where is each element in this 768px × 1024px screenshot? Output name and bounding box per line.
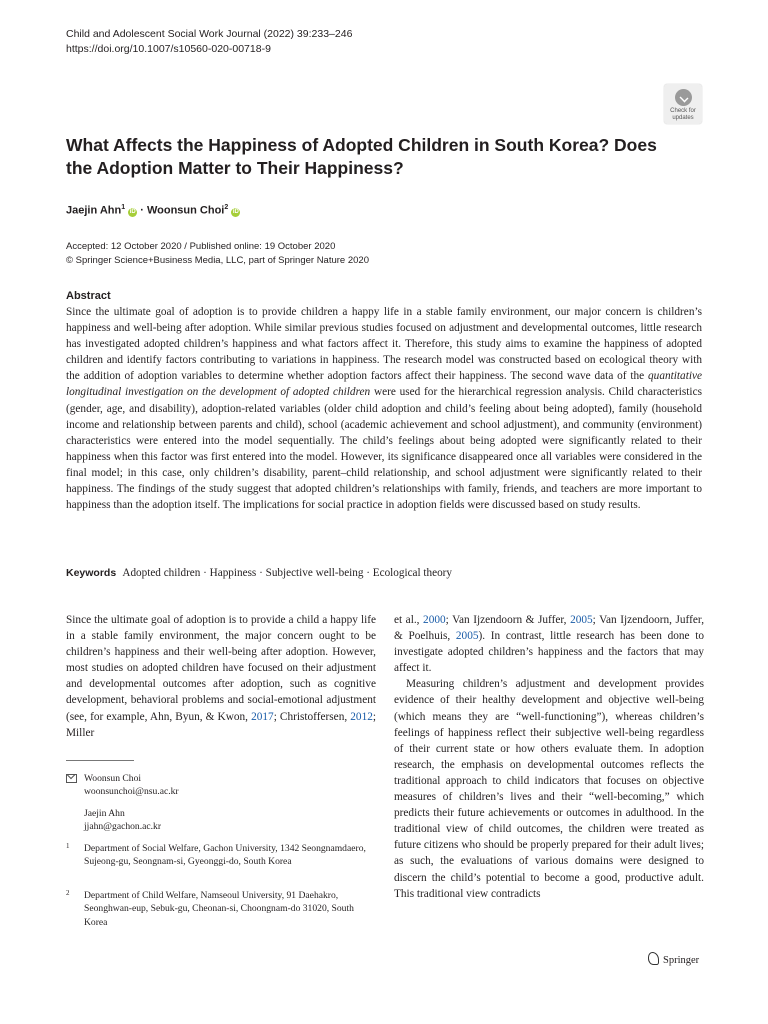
orcid-icon[interactable]: iD — [129, 208, 136, 215]
footnote-divider — [66, 760, 134, 761]
email-link[interactable]: woonsunchoi@nsu.ac.kr — [84, 786, 179, 798]
email-icon — [66, 774, 77, 783]
journal-citation: Child and Adolescent Social Work Journal (2022) 39:233–246 — [66, 28, 353, 40]
springer-horse-icon — [648, 952, 659, 965]
citation-link[interactable]: 2005 — [570, 614, 593, 626]
keywords-heading: Keywords — [66, 567, 117, 579]
doi-link[interactable]: https://doi.org/10.1007/s10560-020-00718-9 — [66, 43, 271, 55]
check-for-updates-badge[interactable]: Check for updates — [664, 84, 702, 124]
affiliation: 2 Department of Child Welfare, Namseoul University, 91 Daehakro, Seonghwan-eup, Sebuk-gu, Cheonan-si, Choongnam-do 31020, South Korea — [66, 889, 354, 928]
keywords-list: Adopted children · Happiness · Subjective well-being · Ecological theory — [122, 567, 452, 579]
publication-dates: Accepted: 12 October 2020 / Published online: 19 October 2020 © Springer Science+Business Media, LLC, part of Springer Nature 2020 — [66, 241, 369, 266]
body-left-column: Since the ultimate goal of adoption is to provide a child a happy life in a stable family environment, the major concern ought to be children’s happiness and their well-being after adoption. However, most studies on adopted children have focused on their adjustment and developmental outcomes after adoption, such as cognitive development, behavioral problems and social-emotional adjustment (see, for example, Ahn, Byun, & Kwon, 2017; Christoffersen, 2012; Miller — [66, 614, 376, 739]
article-title: What Affects the Happiness of Adopted Children in South Korea? Does the Adoption Matter to Their Happiness? — [66, 135, 657, 178]
publisher-logo: Springer — [648, 952, 699, 966]
body-right-column: et al., 2000; Van Ijzendoorn & Juffer, 2005; Van Ijzendoorn, Juffer, & Poelhuis, 2005). In contrast, little research has been done to investigate adopted children’s happiness and the factors that may affect it. Measuring children’s adjustment and development provides evidence of their healthy development and objective well-being (which means they are “well-functioning”), whereas children’s feelings of happiness reflect their subjective well-being regardless of their current state or how others evaluate them. In adoption research, the emphasis on developmental outcomes reflects the traditional approach to child indicators that focuses on objective measures of children’s lives and their “well-becoming,” which predicts their future achievements or outcomes in adulthood. In the traditional view of child outcomes, the children were treated as future citizens who should be properly prepared for their adult lives; as such, the evaluations of various domains were designed to discern the child’s potential to become a good, productive adult. This traditional view contradicts — [394, 614, 705, 900]
citation-link[interactable]: 2005 — [455, 630, 479, 643]
author-list: Jaejin Ahn$^1$ iD · Woonsun Choi$^2$ iD — [66, 204, 239, 217]
author-name[interactable]: Jaejin Ahn — [66, 204, 122, 217]
citation-link[interactable]: 2017 — [251, 710, 274, 723]
corresponding-author: Woonsun Choi woonsunchoi@nsu.ac.kr Jaejin Ahn jjahn@gachon.ac.kr — [66, 772, 366, 834]
affiliation: 1 Department of Social Welfare, Gachon University, 1342 Seongnamdaero, Sujeong-gu, Seongnam-si, Gyeonggi-do, South Korea — [66, 842, 366, 868]
citation-link[interactable]: 2012 — [350, 710, 373, 723]
email-link[interactable]: jjahn@gachon.ac.kr — [84, 821, 162, 833]
author-name[interactable]: Woonsun Choi — [146, 204, 225, 217]
abstract-heading: Abstract — [66, 290, 111, 302]
abstract-text: Since the ultimate goal of adoption is to provide children a happy life in a stable family environment, our major concern is children’s happiness and well-being after adoption. While similar previous studies focused on adjustment and developmental outcomes, little research has investigated adopted children’s happiness and what factors affect it. Therefore, this study aims to examine the happiness of adopted children and identify factors contributing to variations in happiness. The research model was constructed based on ecological theory with the addition of adoption variables to determine whether adoption factors affect their happiness. The second wave data of the quantitative longitudinal investigation on the development of adopted children were used for the hierarchical regression analysis. Child characteristics (gender, age, and disability), adoption-related variables (older child adoption and child’s feeling about being adopted), family (household income and relationship between parents and child), school (academic achievement and school adjustment), and community (environment) characteristics were entered into the model sequentially. The child’s feelings about being adopted were significantly related to their happiness when this factor was first entered into the model. However, its significance disappeared once all variables were considered in the final model; in this case, only children’s disability, parent–child relationship, and school adjustment were significantly related to their happiness. The findings of the study suggest that adopted children’s relationships with family, friends, and teachers are more important to happiness than the adoption itself. The implications for social practice in adoption fields were discussed based on study results. — [66, 306, 702, 512]
keywords — [66, 567, 452, 579]
citation-link[interactable]: 2000 — [423, 614, 446, 626]
orcid-icon[interactable]: iD — [232, 208, 239, 215]
journal-header — [66, 27, 352, 57]
check-updates-icon — [675, 89, 692, 106]
